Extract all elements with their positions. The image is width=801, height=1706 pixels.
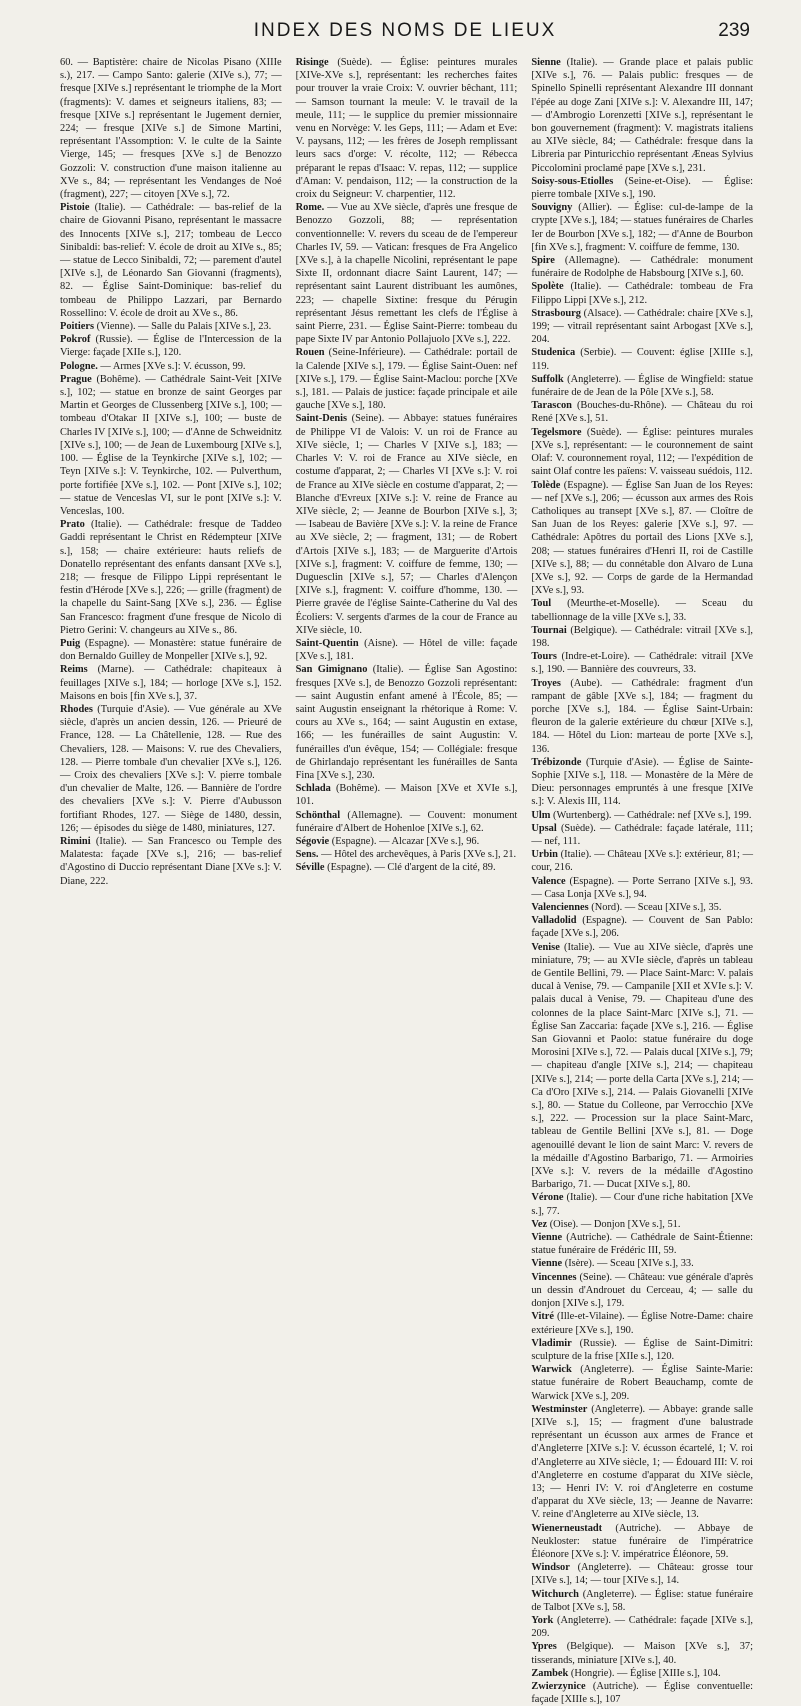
entry-headword: Pistoie xyxy=(60,202,90,214)
entry-headword: Rome. xyxy=(295,202,325,214)
index-entry xyxy=(531,848,753,874)
entry-text: (Vienne). — Salle du Palais [XIVe s.], 23. xyxy=(96,321,272,333)
index-column-3 xyxy=(531,56,753,1706)
entry-text: (Serbie). — Couvent: église [XIIIe s.], 119. xyxy=(531,347,753,372)
index-entry xyxy=(531,677,753,756)
entry-text: (Angleterre). — Cathédrale: façade [XIVe s.], 209. xyxy=(531,1614,753,1640)
entry-text: — Vue au XVe siècle, d'après une fresque de Benozzo Gozzoli, 88; — représentation conventionnelle: V. revers du sceau de de l'empereur Charles IV, 59. — Vatican: fresques de Fra Angelico [XVe s.], à la chapelle Nicolini, représentant le pape Sixte II, ordonnant diacre Saint Laurent, 147; — représentant saint Laurent distribuant les aumônes, 223; — chapelle Sixtine: fresque du Pérugin représentant Jésus remettant les clefs de l'Église à saint Pierre, 231. — Église Saint-Pierre: tombeau du pape Sixte IV par Antonio Pollajuolo [XVe s.], 222. xyxy=(295,202,518,346)
entry-text: — Hôtel des archevêques, à Paris [XVe s.], 21. xyxy=(321,849,517,861)
entry-headword: Ségovie xyxy=(295,835,330,847)
index-entry xyxy=(531,175,753,201)
entry-headword: Saint-Denis xyxy=(295,413,348,425)
entry-text: (Italie). — Cour d'une riche habitation [XVe s.], 77. xyxy=(531,1192,753,1217)
entry-headword: Valladolid xyxy=(531,915,577,927)
entry-text: (Indre-et-Loire). — Cathédrale: vitrail [XVe s.], 190. — Bannière des couvreurs, 33. xyxy=(531,651,753,676)
entry-headword: Souvigny xyxy=(531,202,573,214)
index-entry xyxy=(60,373,282,518)
entry-headword: Trébizonde xyxy=(531,756,582,768)
index-entry xyxy=(60,663,282,703)
entry-text: (Belgique). — Cathédrale: vitrail [XVe s.], 198. xyxy=(531,624,753,649)
entry-text: (Aisne). — Hôtel de ville: façade [XVe s.], 181. xyxy=(295,637,518,663)
entry-text: (Autriche). — Église conventuelle: façade [XIIIe s.], 107 xyxy=(531,1680,753,1706)
index-entry xyxy=(531,346,753,372)
entry-text: (Bohême). — Cathédrale Saint-Veit [XIVe s.], 102; — statue en bronze de saint Georges par Martin et Georges de Clussenberg [XIVe s.], 100; — tombeau d'Otakar II [XIVe s.], 100; — buste de Charles IV [XIVe s.], 100; — d'Anne de Schweidnitz [XIVe s.], 100; — de Jean de Luxembourg [XIVe s.], 100. — Église de la Teynkirche [XIVe s.], 102; — Teyn [XIVe s.]: V. Teynkirche, 102. — Pulverthum, porte fortifiée [XVe s.], 102. — Pont [XIVe s.], 102; — statue de Venceslas VI, sur le pont [XIVe s.]: V. Venceslas, 100. xyxy=(60,373,282,517)
entry-headword: Tolède xyxy=(531,479,561,491)
index-entry xyxy=(531,1680,753,1706)
index-entry xyxy=(296,861,518,874)
entry-headword: Toul xyxy=(531,598,552,610)
index-entry xyxy=(531,1522,753,1562)
entry-text: (Italie). — Vue au XIVe siècle, d'après une miniature, 79; — au XVIe siècle, d'après un tableau de Gentile Bellini, 79. — Place Saint-Marc: V. palais ducal à Venise, 79. — Campanile [XII et XVIe s.]: V. palais ducal à Venise, 79. — Chapiteau d'une des colonnes de la place Saint-Marc [XIVe s.], 71. — Église San Zaccaria: façade [XVe s.], 216. — Église San Giovanni et Paolo: statue funéraire du doge Morosini [XIVe s.], 72. — Palais ducal [XIVe s.], 79; — chapiteau d'angle [XIVe s.], 214; — chapiteau [XIVe s.], 214; — porte della Carta [XVe s.], 214; — Ca d'Oro [XIVe s.], 214. — Palais Giovanelli [XIVe s.], 80. — Statue du Colleone, par Verrocchio [XVe s.], 222. — Procession sur la place Saint-Marc, tableau de Gentile Bellini [XVe s.], 81. — Doge agenouillé devant le lion de saint Marc: V. revers de la médaille d'Agostino Barbarigo, 71. — Armoiries [XVe s.]: V. revers de la médaille d'Agostino Barbarigo, 71. — Ducat [XIVe s.], 80. xyxy=(531,941,753,1191)
index-entry xyxy=(531,1257,753,1270)
index-entry xyxy=(531,1588,753,1614)
entry-text: (Espagne). — Couvent de San Pablo: façade [XVe s.], 206. xyxy=(531,915,753,940)
index-entry xyxy=(296,637,518,663)
index-entry xyxy=(60,201,282,320)
entry-text: (Hongrie). — Église [XIIIe s.], 104. xyxy=(570,1667,721,1679)
entry-text: (Nord). — Sceau [XIVe s.], 35. xyxy=(591,902,722,913)
entry-headword: Vez xyxy=(531,1218,548,1230)
entry-text: (Oise). — Donjon [XVe s.], 51. xyxy=(549,1218,681,1230)
entry-headword: Vincennes xyxy=(531,1271,577,1283)
entry-text: (Wurtenberg). — Cathédrale: nef [XVe s.], 199. xyxy=(552,809,752,821)
entry-headword: Upsal xyxy=(531,822,557,834)
entry-text: — Armes [XVe s.]: V. écusson, 99. xyxy=(100,360,246,372)
entry-headword: Witchurch xyxy=(531,1588,579,1600)
entry-headword: Vitré xyxy=(531,1311,555,1323)
entry-text: (Meurthe-et-Moselle). — Sceau du tabellionnage de la ville [XVe s.], 33. xyxy=(531,598,753,623)
entry-headword: Warwick xyxy=(531,1364,572,1376)
entry-text: (Espagne). — Clé d'argent de la cité, 89. xyxy=(327,862,496,874)
entry-headword: Vienne xyxy=(531,1258,563,1270)
index-entry xyxy=(531,1640,753,1666)
index-entry xyxy=(531,650,753,676)
index-entry xyxy=(531,1561,753,1587)
index-entry xyxy=(531,624,753,650)
index-entry xyxy=(60,703,282,835)
index-entry xyxy=(531,809,753,822)
entry-headword: Spire xyxy=(531,255,555,267)
entry-text: (Marne). — Cathédrale: chapiteaux à feuillages [XIVe s.], 184; — horloge [XVe s.], 152. Maisons en bois [fin XVe s.], 37. xyxy=(60,664,282,702)
entry-headword: Valence xyxy=(531,875,566,887)
entry-headword: Tegelsmore xyxy=(531,426,582,438)
entry-headword: Valenciennes xyxy=(531,902,589,913)
entry-text: (Espagne). — Église San Juan de los Reyes: — nef [XVe s.], 206; — écusson aux armes des Rois Catholiques au transept [XVe s.], 87. — Cloître de San Juan de los Reyes: galerie [XVe s.], 97. — Cathédrale: Apôtres du portail des Lions [XVe s.], 208; — statues funéraires d'Henri II, roi de Castille [XIVe s.], 88; — du connétable don Alvaro de Luna [XVe s.], 92. — Corps de garde de la Hermandad [XVe s.], 93. xyxy=(531,479,753,597)
entry-headword: Westminster xyxy=(531,1403,588,1415)
entry-text: (Suède). — Cathédrale: façade latérale, 111; — nef, 111. xyxy=(531,822,753,847)
entry-text: (Autriche). — Cathédrale de Saint-Étienne: statue funéraire de Frédéric III, 59. xyxy=(531,1232,753,1257)
entry-text: (Seine). — Château: vue générale d'après un dessin d'Androuet du Cerceau, 4; — salle du donjon [XIVe s.], 179. xyxy=(531,1271,753,1310)
index-entry xyxy=(531,1191,753,1217)
entry-headword: Sens. xyxy=(295,849,319,861)
entry-text: (Suède). — Église: peintures murales [XVe s.], représentant: — le couronnement de saint Olaf: V. couronnement royal, 112; — l'expédition de saint Olaf contre les païens: V. vaisseau suédois, 112. xyxy=(531,426,753,478)
entry-text: (Turquie d'Asie). — Église de Sainte-Sophie [XIVe s.], 118. — Monastère de la Mère de Dieu: personnages empruntés à une fresque [XIVe s.]: V. Alexis III, 114. xyxy=(531,756,753,808)
entry-headword: Suffolk xyxy=(531,373,564,385)
index-entry xyxy=(531,254,753,280)
entry-headword: Strasbourg xyxy=(531,307,581,319)
entry-text: (Belgique). — Maison [XVe s.], 37; tisserands, miniature [XIVe s.], 40. xyxy=(531,1641,753,1666)
entry-headword: Spolète xyxy=(531,281,564,293)
index-entry xyxy=(60,637,282,663)
index-entry xyxy=(296,848,518,861)
index-entry xyxy=(60,360,282,373)
entry-headword: Zambek xyxy=(531,1667,569,1679)
index-entry xyxy=(531,822,753,848)
entry-text: (Angleterre). — Abbaye: grande salle [XIVe s.], 15; — fragment d'une balustrade représentant un écusson aux armes de France et d'Angleterre [XIVe s.]: V. écusson écartelé, 1; V. roi d'Angleterre au XIVe siècle, 1; — Édouard III: V. roi d'Angleterre en costume d'apparat du XIVe siècle, 13; — Henri IV: V. roi d'Angleterre en costume d'apparat du XVe siècle, 13; — Jeanne de Navarre: V. reine d'Angleterre au XIVe siècle, 13. xyxy=(531,1403,753,1521)
entry-headword: Prague xyxy=(60,373,92,385)
entry-headword: Ypres xyxy=(531,1641,557,1653)
entry-text: (Angleterre). — Église: statue funéraire de Talbot [XVe s.], 58. xyxy=(531,1588,753,1613)
entry-headword: Wienerneustadt xyxy=(531,1522,603,1534)
entry-text: 60. — Baptistère: chaire de Nicolas Pisano (XIIIe s.), 217. — Campo Santo: galerie (XIVe s.), 77; — fresque [XIVe s.] représentant le triomphe de la Mort (fragments): V. dames et seigneurs italiens, 83; — fresque [XIVe s.] représentant le Jugement dernier, 224; — fresque [XIVe s.] de Simone Martini, représentant l'Assomption: V. le culte de la Sainte Vierge, 145; — fresques [XVe s.] de Benozzo Gozzoli: V. construction d'une maison italienne au XVe s., 84; — représentant les Vendanges de Noé (fragment), 227; — citoyen [XVe s.], 72. xyxy=(60,57,282,201)
index-entry xyxy=(531,373,753,399)
index-entry xyxy=(531,901,753,914)
entry-headword: Pokrof xyxy=(60,334,91,346)
entry-text: (Suède). — Église: peintures murales [XIVe-XVe s.], représentant: les recherches faites pour trouver la vraie Croix: V. ouvrier bêchant, 111; — Samson tournant la meule: V. le travail de la meule, 111; — le supplice du premier missionnaire venu en Norvège: V. les Geps, 111; — Adam et Eve: V. paysans, 112; — les frères de Joseph remplissant leurs sacs d'orge: V. récolte, 112; — Rébecca préparant le repas d'Isaac: V. repas, 112; — supplice d'Aman: V. pendaison, 112; — la construction de la croix du Seigneur: V. charpentier, 112. xyxy=(295,57,518,201)
entry-text: (Espagne). — Monastère: statue funéraire de don Bernaldo Guilley de Monpeller [XIVe s.], 92. xyxy=(60,637,282,663)
index-entry xyxy=(531,479,753,598)
entry-headword: Sienne xyxy=(531,57,561,68)
entry-text: (Angleterre). — Église de Wingfield: statue funéraire de de Jean de la Pôle [XVe s.], 58. xyxy=(531,373,753,399)
index-column-2 xyxy=(296,56,518,1706)
entry-text: (Russie). — Église de l'Intercession de la Vierge: façade [XIIe s.], 120. xyxy=(60,334,282,359)
index-entry xyxy=(296,56,518,201)
index-entry xyxy=(531,1363,753,1403)
entry-headword: Vienne xyxy=(531,1232,563,1244)
entry-headword: Rouen xyxy=(295,347,325,359)
entry-headword: Risinge xyxy=(295,57,329,68)
entry-headword: Troyes xyxy=(531,677,561,689)
entry-text: (Aube). — Cathédrale: fragment d'un rampant de gâble [XVe s.], 184; — fragment du porche [XVe s.], 184. — Église Saint-Urbain: fleuron de la galerie extérieure du chœur [XIVe s.], 184. — Hôtel du Lion: marteau de porte [XVe s.], 136. xyxy=(531,677,753,755)
index-columns xyxy=(60,56,753,1706)
entry-headword: Urbin xyxy=(531,849,558,861)
entry-text: (Angleterre). — Église Sainte-Marie: statue funéraire de Robert Beauchamp, comte de Warwick [XVe s.], 209. xyxy=(531,1364,753,1402)
entry-text: (Angleterre). — Château: grosse tour [XIVe s.], 14; — tour [XIVe s.], 14. xyxy=(531,1562,753,1587)
index-entry xyxy=(60,333,282,359)
index-entry xyxy=(531,1271,753,1311)
entry-headword: Studenica xyxy=(531,347,576,359)
entry-headword: Windsor xyxy=(531,1562,570,1574)
entry-headword: Vladimir xyxy=(531,1337,572,1349)
entry-text: (Russie). — Église de Saint-Dimitri: sculpture de la frise [XIIe s.], 120. xyxy=(531,1337,753,1362)
index-entry xyxy=(60,518,282,637)
entry-text: (Allemagne). — Couvent: monument funéraire d'Albert de Hohenloe [XIVe s.], 62. xyxy=(295,809,518,834)
index-entry xyxy=(60,56,282,201)
entry-text: (Alsace). — Cathédrale: chaire [XVe s.], 199; — vitrail représentant saint Arbogast [XVe s.], 204. xyxy=(531,307,753,346)
index-entry xyxy=(531,941,753,1192)
entry-text: (Espagne). — Porte Serrano [XIVe s.], 93. — Casa Lonja [XVe s.], 94. xyxy=(531,875,753,900)
index-entry xyxy=(60,320,282,333)
page-number: 239 xyxy=(718,20,750,41)
index-entry xyxy=(531,426,753,479)
entry-headword: Tours xyxy=(531,651,557,663)
index-entry xyxy=(531,1218,753,1231)
index-entry xyxy=(531,914,753,940)
index-entry xyxy=(531,399,753,425)
entry-headword: Ulm xyxy=(531,809,551,821)
index-entry xyxy=(296,663,518,782)
entry-text: (Isère). — Sceau [XIVe s.], 33. xyxy=(564,1258,694,1270)
index-entry xyxy=(531,1614,753,1640)
entry-headword: Soisy-sous-Etiolles xyxy=(531,175,614,187)
index-entry xyxy=(531,597,753,623)
index-entry xyxy=(531,307,753,347)
index-entry xyxy=(531,756,753,809)
index-entry xyxy=(531,1403,753,1522)
index-entry xyxy=(296,201,518,346)
entry-headword: Vérone xyxy=(531,1192,564,1204)
entry-headword: Schlada xyxy=(295,783,331,795)
entry-text: (Italie). — Cathédrale: fresque de Taddeo Gaddi représentant le Christ en Rédempteur [XIVe s.], 158; — chaire extérieure: hauts reliefs de Donatello représentant des enfants dansant [XVe s.], 218; — fresque de Filippo Lippi représentant le festin d'Hérode [XVe s.], 226; — grille (fragment) de la chapelle du Saint-Sang [XVe s.], 236. — Église San Francesco: fragment d'une fresque de Nicolo di Pietro Gerini: V. changeurs au XIVe s., 86. xyxy=(60,519,282,636)
running-title: INDEX DES NOMS DE LIEUX xyxy=(253,20,557,41)
entry-text: (Italie). — Grande place et palais public [XIVe s.], 76. — Palais public: fresques — de Spinello Spinelli représentant Alexandre III donnant l'épée au doge Zani [XIVe s.]: V. Alexandre III, 147; — d'Ambrogio Lorenzetti [XIVe s.], représentant le bon gouvernement (fragment): V. magistrats italiens au XIVe siècle, 84; — Cathédrale: fresque dans la Libreria par Pinturicchio représentant Æneas Sylvius Piccolomini proclamé pape [XVe s.], 231. xyxy=(531,57,753,174)
index-entry xyxy=(531,280,753,306)
index-entry xyxy=(531,1667,753,1680)
entry-headword: Saint-Quentin xyxy=(295,637,359,649)
entry-text: (Ille-et-Vilaine). — Église Notre-Dame: chaire extérieure [XVe s.], 190. xyxy=(531,1311,753,1336)
entry-text: (Autriche). — Abbaye de Neukloster: statue funéraire de l'impératrice Éléonore [XVe s.]: V. impératrice Éléonore, 59. xyxy=(531,1522,753,1560)
entry-headword: Reims xyxy=(60,664,88,676)
entry-headword: Tarascon xyxy=(531,400,572,412)
entry-headword: Rhodes xyxy=(60,703,93,715)
index-entry xyxy=(531,1231,753,1257)
entry-text: (Italie). — San Francesco ou Temple des Malatesta: façade [XVe s.], 216; — bas-relief d'Agostino di Duccio représentant Diane [XVe s.]: V. Diane, 222. xyxy=(60,835,282,887)
entry-headword: Poitiers xyxy=(60,321,95,333)
entry-text: (Seine-et-Oise). — Église: pierre tombale [XIVe s.], 190. xyxy=(531,175,753,201)
index-column-1 xyxy=(60,56,282,1706)
entry-text: (Italie). — Cathédrale: — bas-relief de la chaire de Giovanni Pisano, représentant le massacre des Innocents [XIVe s.], 217; tombeau de Lecco Sinibaldi: bas-relief: V. école de droit au XIVe s., 85; — statue de Lecco Sinibaldi, 72; — parement d'autel [XIVe s.], de Léonardo San Giovanni (fragments), 82. — Église Saint-Dominique: bas-relief du tombeau de Philippo Lazzari, par Bernardo Rossellino: V. école de droit au XVe s., 86. xyxy=(60,202,282,319)
index-entry xyxy=(531,1310,753,1336)
entry-text: (Seine). — Abbaye: statues funéraires de Philippe VI de Valois: V. un roi de France au XIVe siècle, 1; — Charles V [XIVe s.], 183; — Charles V: V. roi de France au XIVe siècle, en costume d'apparat, 2; — Charles VI [XVe s.]: V. roi de France au XIVe siècle en costume d'apparat, 2; — Blanche d'Evreux [XIVe s.]: V. reine de France au XIVe siècle, 2; — Jeanne de Bourbon [XIVe s.], 3; — Isabeau de Bavière [XVe s.]: V. la reine de France au XVe siècle, 2; — fragment, 131; — de Robert d'Artois [XIVe s.], 183; — de Marguerite d'Artois [XIVe s.], fragment: V. coiffure de femme, 130; — Duguesclin [XIVe s.], 57; — Charles d'Alençon [XIVe s.], fragment: V. coiffure d'homme, 130. — Pierre gravée de l'église Sainte-Catherine du Val des Écoliers: V. sergents d'armes de la cour de France au XIVe siècle, 10. xyxy=(295,413,518,636)
entry-text: (Bohême). — Maison [XVe et XVIe s.], 101. xyxy=(295,783,518,808)
page-header xyxy=(60,16,750,48)
index-entry xyxy=(531,875,753,901)
entry-headword: San Gimignano xyxy=(295,664,368,676)
entry-headword: Pologne. xyxy=(60,360,98,372)
entry-headword: Séville xyxy=(295,862,325,874)
entry-text: (Allemagne). — Cathédrale: monument funéraire de Rodolphe de Habsbourg [XIVe s.], 60. xyxy=(531,255,753,280)
index-entry xyxy=(531,1337,753,1363)
entry-headword: Prato xyxy=(60,519,85,531)
entry-text: (Italie). — Cathédrale: tombeau de Fra Filippo Lippi [XVe s.], 212. xyxy=(531,281,753,306)
index-entry xyxy=(296,782,518,808)
entry-headword: Puig xyxy=(60,637,81,649)
index-entry xyxy=(296,809,518,835)
entry-headword: Venise xyxy=(531,941,560,953)
index-entry xyxy=(296,346,518,412)
entry-text: (Espagne). — Alcazar [XVe s.], 96. xyxy=(331,835,480,847)
index-entry xyxy=(60,835,282,888)
entry-headword: Rimini xyxy=(60,835,91,847)
entry-text: (Turquie d'Asie). — Vue générale au XVe siècle, d'après un ancien dessin, 126. — Prieuré de France, 128. — La Châtellenie, 128. — Rue des Chevaliers, 128. — Maisons: V. rue des Chevaliers, 128. — Pierre tombale d'un chevalier [XVe s.], 126. — Croix des chevaliers [XVe s.]: V. pierre tombale d'un chevalier de Malte, 126. — Bannière de l'ordre des chevaliers [XVe s.]: V. Pierre d'Aubusson fortifiant Rhodes, 127. — Siège de 1480, dessin, 126; — épisodes du siège de 1480, miniatures, 127. xyxy=(60,703,282,834)
entry-headword: Schönthal xyxy=(295,809,341,821)
entry-text: (Seine-Inférieure). — Cathédrale: portail de la Calende [XIVe s.], 179. — Église Saint-Ouen: nef [XIVe s.], 179. — Église Saint-Maclou: porche [XVe s.], 181. — Palais de justice: façade principale et aile gauche [XVe s.], 180. xyxy=(295,347,518,412)
entry-text: (Allier). — Église: cul-de-lampe de la crypte [XVe s.], 184; — statues funéraires de Charles Ier de Bourbon [XVe s.], 182; — d'Anne de Bourbon [fin XVe s.], fragment: V. coiffure de femme, 130. xyxy=(531,202,753,253)
entry-headword: Tournai xyxy=(531,624,567,636)
index-entry xyxy=(296,835,518,848)
entry-text: (Bouches-du-Rhône). — Château du roi René [XVe s.], 51. xyxy=(531,400,753,425)
index-entry xyxy=(296,412,518,636)
entry-headword: York xyxy=(531,1614,554,1626)
entry-text: (Italie). — Église San Agostino: fresques [XVe s.], de Benozzo Gozzoli représentant: — saint Augustin enfant amené à l'École, 85; — saint Augustin enseignant la rhétorique à Rome: V. cours au XVe s., 164; — saint Augustin en extase, 166; — les funérailles de saint Augustin: V. funérailles d'un évêque, 154; — Collégiale: fresque de Ghirlandajo représentant les funérailles de Santa Fina [XVe s.], 230. xyxy=(295,664,518,781)
entry-headword: Zwierzynice xyxy=(531,1680,586,1692)
index-entry xyxy=(531,56,753,175)
entry-text: (Italie). — Château [XVe s.]: extérieur, 81; — cour, 216. xyxy=(531,849,753,874)
index-entry xyxy=(531,201,753,254)
